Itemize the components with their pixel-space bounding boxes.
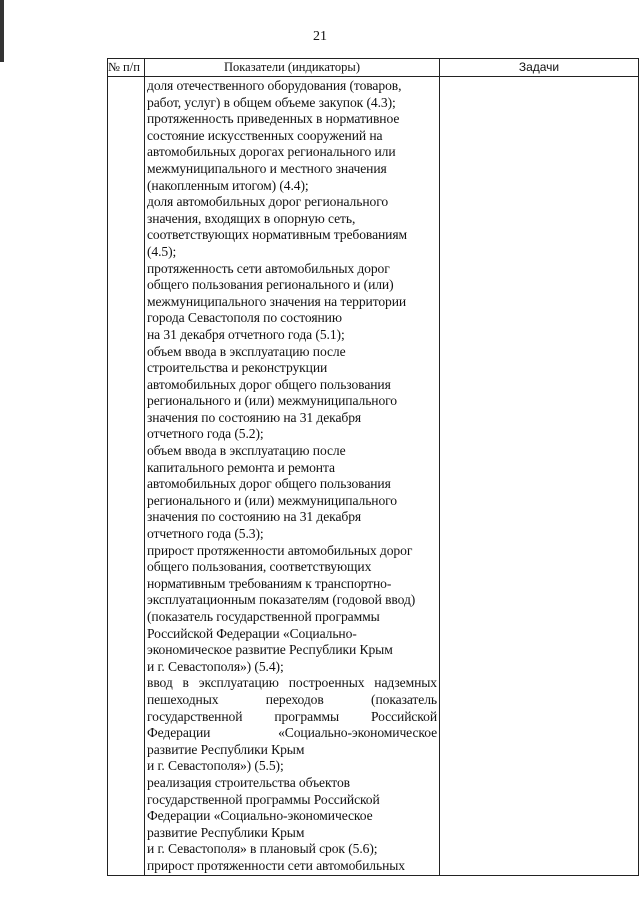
indicator-line: отчетного года (5.3); [147, 526, 264, 542]
indicator-line: соответствующих нормативным требованиям [147, 227, 408, 243]
indicator-line: (показатель государственной программы [147, 609, 380, 624]
header-tasks: Задачи [440, 59, 639, 77]
indicator-line: на 31 декабря отчетного года (5.1); [147, 326, 345, 342]
indicator-line: Российской Федерации «Социально- [147, 625, 357, 641]
indicator-line: межмуниципального и местного значения [147, 160, 387, 176]
indicator-line: Федерации «Социально-экономическое [147, 808, 373, 824]
indicator-line: и г. Севастополя») (5.5); [147, 758, 284, 774]
indicator-line: и г. Севастополя») (5.4); [147, 658, 284, 674]
indicator-line: автомобильных дорог общего пользования [147, 376, 391, 392]
indicator-line: объем ввода в эксплуатацию после [147, 343, 346, 359]
table-header-row [108, 59, 639, 77]
indicator-line: межмуниципального значения на территории [147, 293, 407, 309]
indicator-line: объем ввода в эксплуатацию после [147, 443, 346, 459]
indicator-line: развитие Республики Крым [147, 824, 305, 840]
indicator-line: Федерации «Социально-экономическое [147, 725, 437, 741]
number-cell [108, 77, 145, 876]
indicator-line: автомобильных дорогах регионального или [147, 144, 396, 160]
indicator-line: протяженность приведенных в нормативное [147, 111, 400, 127]
indicator-line: нормативным требованиям к транспортно- [147, 575, 392, 591]
indicator-line: регионального и (или) межмуниципального [147, 492, 397, 508]
indicator-line: прирост протяженности сети автомобильных [147, 857, 405, 873]
indicator-line: автомобильных дорог общего пользования [147, 476, 391, 492]
indicator-line: доля автомобильных дорог регионального [147, 194, 389, 210]
header-indicators: Показатели (индикаторы) [145, 59, 440, 77]
indicator-line: (4.5); [147, 243, 177, 259]
indicator-line: прирост протяженности автомобильных дорог [147, 542, 413, 558]
indicator-line: состояние искусственных сооружений на [147, 127, 383, 143]
indicator-line: протяженность сети автомобильных дорог [147, 260, 390, 276]
indicator-line: значения по состоянию на 31 декабря [147, 509, 362, 525]
page-number: 21 [313, 29, 327, 44]
indicator-line: государственной программы Российской [147, 708, 437, 724]
indicator-line: государственной программы Российской [147, 791, 380, 807]
header-number: № п/п [108, 59, 145, 77]
indicator-line: общего пользования регионального и (или) [147, 277, 394, 293]
indicator-line: строительства и реконструкции [147, 360, 328, 376]
indicator-line: работ, услуг) в общем объеме закупок (4.3); [147, 94, 396, 110]
indicator-line: пешеходных переходов (показатель [147, 691, 437, 707]
indicator-line: капитального ремонта и ремонта [147, 459, 335, 475]
indicators-table [107, 58, 639, 876]
indicator-line: ввод в эксплуатацию построенных надземных [147, 675, 437, 691]
indicator-line: и г. Севастополя» в плановый срок (5.6); [147, 841, 378, 857]
indicator-line: значения, входящих в опорную сеть, [147, 210, 356, 226]
indicators-cell [145, 77, 440, 876]
indicator-line: развитие Республики Крым [147, 741, 305, 757]
indicator-line: эксплуатационным показателям (годовой ввод) [147, 592, 416, 608]
indicator-line: доля отечественного оборудования (товаров, [147, 78, 402, 93]
indicator-line: общего пользования, соответствующих [147, 559, 372, 575]
indicator-line: значения по состоянию на 31 декабря [147, 409, 362, 425]
indicator-line: отчетного года (5.2); [147, 426, 264, 442]
indicator-line: регионального и (или) межмуниципального [147, 393, 397, 409]
indicator-line: (накопленным итогом) (4.4); [147, 177, 309, 193]
table-row [108, 77, 639, 876]
indicator-line: города Севастополя по состоянию [147, 310, 342, 326]
tasks-cell [440, 77, 639, 876]
indicator-line: реализация строительства объектов [147, 774, 350, 790]
indicator-list [145, 77, 439, 875]
indicator-line: экономическое развитие Республики Крым [147, 642, 393, 658]
